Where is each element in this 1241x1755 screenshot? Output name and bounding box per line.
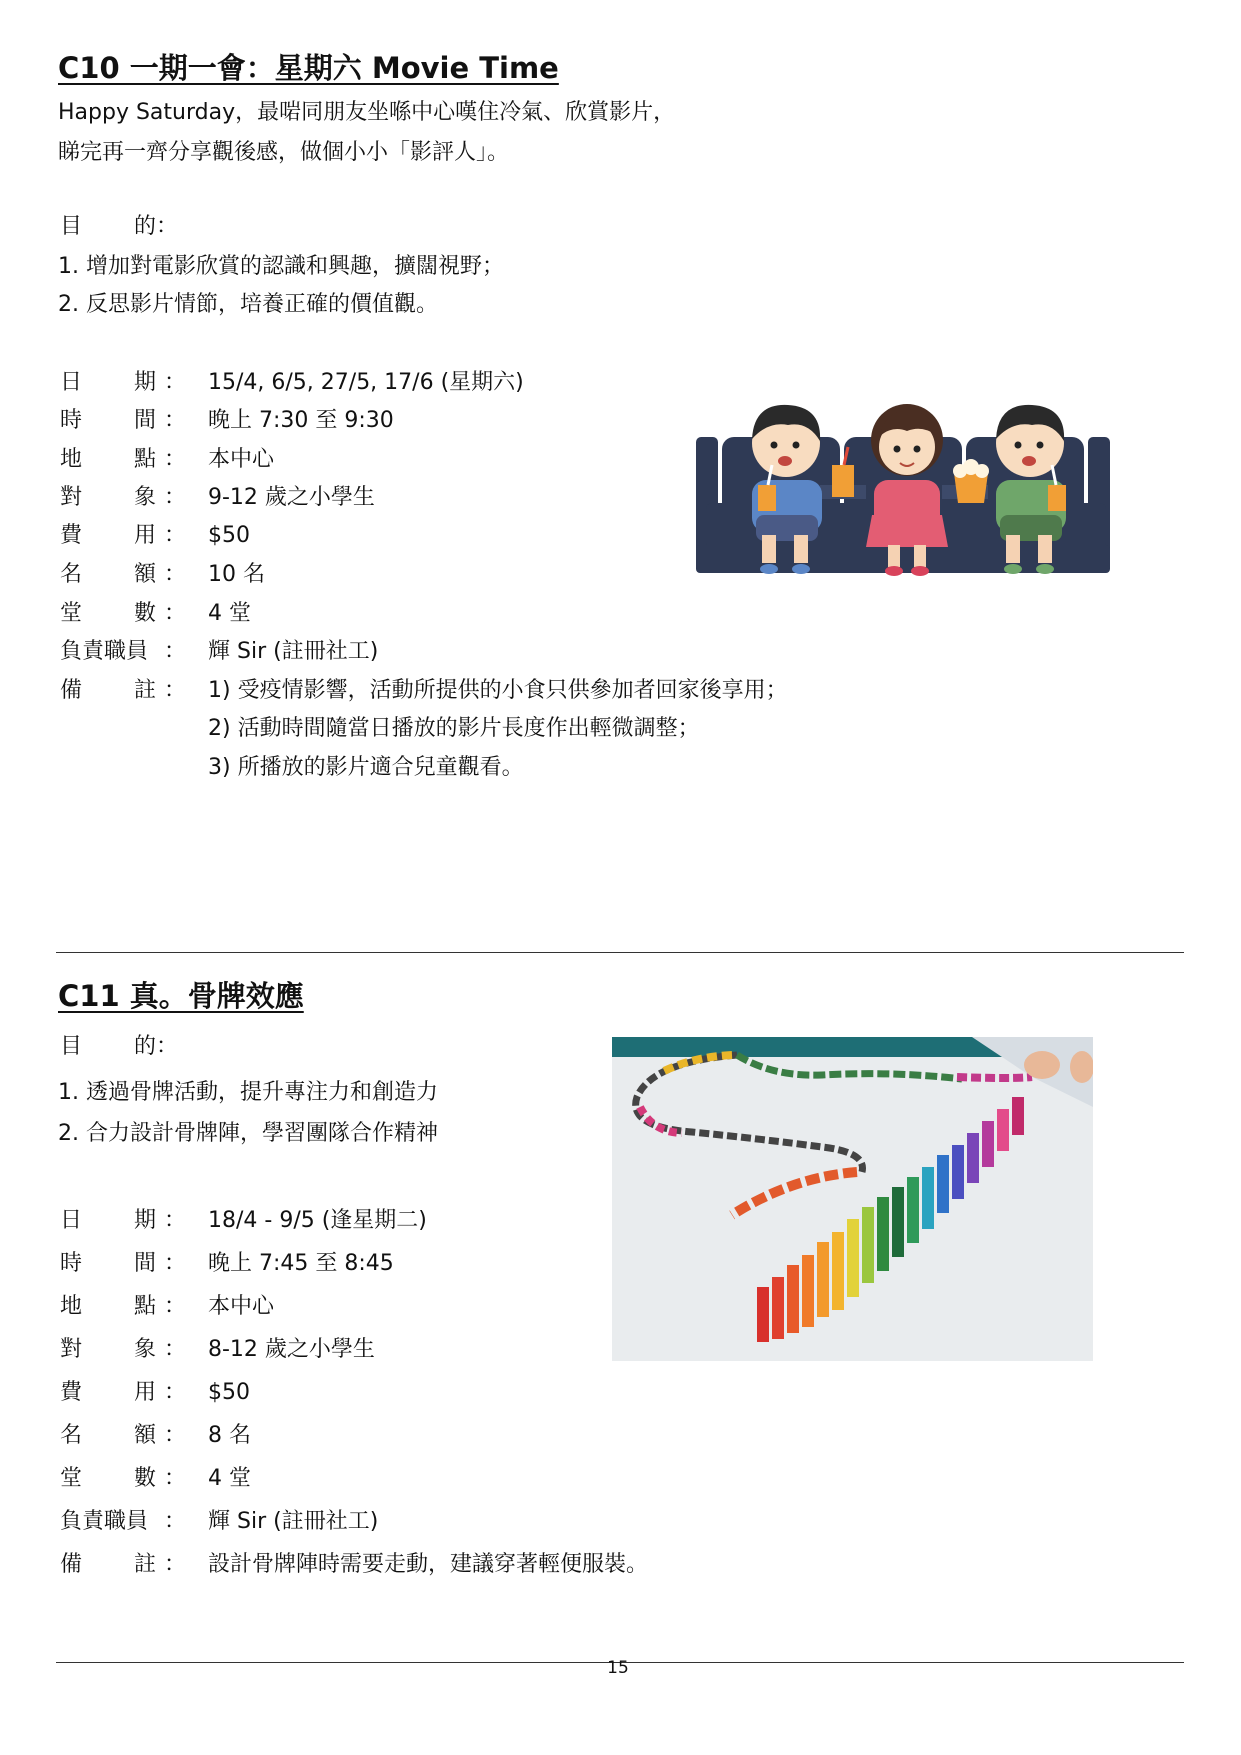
c11-quota-value: 8 名: [208, 1423, 251, 1448]
detail-label: [60, 1552, 187, 1578]
label-char: 費: [60, 523, 83, 548]
label-char: 名: [60, 1423, 83, 1448]
label-colon: ：: [164, 562, 187, 587]
c10-intro-line-2: 睇完再一齊分享觀後感，做個小小「影評人」。: [58, 140, 510, 165]
c10-quota-value: 10 名: [208, 562, 265, 587]
c10-time-value: 晚上 7:30 至 9:30: [208, 408, 394, 433]
label-colon: ：: [164, 1423, 187, 1448]
purpose-label-char: 的：: [134, 214, 179, 239]
label-char: 點: [134, 1294, 157, 1319]
c11-remark: 設計骨牌陣時需要走動，建議穿著輕便服裝。: [208, 1552, 649, 1577]
label-char: 象: [134, 485, 157, 510]
label-char: 地: [60, 1294, 83, 1319]
label-char: 地: [60, 447, 83, 472]
c10-purpose-1: 1. 增加對電影欣賞的認識和興趣，擴闊視野；: [58, 254, 504, 279]
c10-sessions-value: 4 堂: [208, 601, 251, 626]
label-colon: ：: [164, 1466, 187, 1491]
c10-remark-3: 3) 所播放的影片適合兒童觀看。: [208, 755, 524, 780]
c11-venue-value: 本中心: [208, 1294, 275, 1319]
label-colon: ：: [164, 601, 187, 626]
c11-title: C11 真。骨牌效應: [58, 979, 304, 1013]
purpose-label-char: 目: [60, 1034, 83, 1059]
label-colon: ：: [164, 1251, 187, 1276]
c10-purpose-2: 2. 反思影片情節，培養正確的價值觀。: [58, 292, 438, 317]
label-colon: ：: [164, 1294, 187, 1319]
label-colon: ：: [164, 678, 187, 703]
label-char: 日: [60, 370, 83, 395]
c10-venue-value: 本中心: [208, 447, 275, 472]
label-char: 額: [134, 562, 157, 587]
detail-label: [60, 678, 187, 704]
c10-title: C10 一期一會：星期六 Movie Time: [58, 51, 559, 85]
page-number: 15: [607, 1658, 629, 1678]
label-char: 期: [134, 370, 157, 395]
label-colon: ：: [164, 639, 187, 664]
c10-remark-1: 1) 受疫情影響，活動所提供的小食只供參加者回家後享用；: [208, 678, 788, 703]
detail-label: [60, 601, 187, 627]
detail-label: [60, 1380, 187, 1406]
label-colon: ：: [164, 1552, 187, 1577]
detail-label: [60, 1208, 187, 1234]
purpose-label-char: 的：: [134, 1034, 179, 1059]
label-char: 對: [60, 485, 83, 510]
label-colon: ：: [164, 447, 187, 472]
detail-label: [60, 1423, 187, 1449]
label-char: 備: [60, 1552, 83, 1577]
label-colon: ：: [164, 1337, 187, 1362]
detail-label: [60, 1466, 187, 1492]
label-char: 象: [134, 1337, 157, 1362]
label-char: 名: [60, 562, 83, 587]
c11-purpose-1: 1. 透過骨牌活動，提升專注力和創造力: [58, 1080, 438, 1105]
domino-photo: [612, 1037, 1093, 1361]
detail-label: [60, 523, 187, 549]
detail-label: [60, 1509, 187, 1535]
label-char: 對: [60, 1337, 83, 1362]
label-colon: ：: [164, 408, 187, 433]
detail-label: [60, 639, 187, 665]
label-char: 間: [134, 408, 157, 433]
c11-target-value: 8-12 歲之小學生: [208, 1337, 375, 1362]
detail-label: [60, 1294, 187, 1320]
label-colon: ：: [164, 485, 187, 510]
c11-time-value: 晚上 7:45 至 8:45: [208, 1251, 394, 1276]
detail-label: [60, 408, 187, 434]
child-hand: [1024, 1051, 1060, 1079]
c11-sessions-value: 4 堂: [208, 1466, 251, 1491]
label-char: 額: [134, 1423, 157, 1448]
label-colon: ：: [164, 523, 187, 548]
label-char: 用: [134, 523, 157, 548]
label-char: 日: [60, 1208, 83, 1233]
label-char: 堂: [60, 1466, 83, 1491]
label-colon: ：: [164, 1380, 187, 1405]
c11-fee-value: $50: [208, 1380, 250, 1405]
label-char: 時: [60, 408, 83, 433]
c10-purpose-label: [60, 214, 180, 240]
detail-label: [60, 447, 187, 473]
popcorn-box: [953, 459, 989, 503]
label-char: 數: [134, 601, 157, 626]
c10-fee-value: $50: [208, 523, 250, 548]
label-text: 負責職員: [60, 639, 149, 664]
c11-date-value: 18/4 - 9/5 (逢星期二): [208, 1208, 427, 1233]
c10-intro-line-1: Happy Saturday，最啱同朋友坐喺中心嘆住冷氣、欣賞影片，: [58, 100, 676, 125]
label-char: 間: [134, 1251, 157, 1276]
label-char: 費: [60, 1380, 83, 1405]
label-char: 註: [134, 678, 157, 703]
cinema-kids-illustration: [696, 385, 1126, 590]
detail-label: [60, 1251, 187, 1277]
detail-label: [60, 1337, 187, 1363]
label-char: 堂: [60, 601, 83, 626]
label-char: 點: [134, 447, 157, 472]
c11-purpose-2: 2. 合力設計骨牌陣，學習團隊合作精神: [58, 1121, 438, 1146]
label-char: 時: [60, 1251, 83, 1276]
purpose-label-char: 目: [60, 214, 83, 239]
label-text: 負責職員: [60, 1509, 149, 1534]
label-char: 用: [134, 1380, 157, 1405]
c10-remark-2: 2) 活動時間隨當日播放的影片長度作出輕微調整；: [208, 716, 700, 741]
c11-purpose-label: [60, 1034, 180, 1060]
label-colon: ：: [164, 1208, 187, 1233]
detail-label: [60, 370, 187, 396]
c10-target-value: 9-12 歲之小學生: [208, 485, 375, 510]
label-char: 註: [134, 1552, 157, 1577]
child-hand: [1070, 1051, 1093, 1083]
label-char: 數: [134, 1466, 157, 1491]
label-char: 期: [134, 1208, 157, 1233]
c10-staff-value: 輝 Sir (註冊社工): [208, 639, 379, 664]
detail-label: [60, 485, 187, 511]
label-colon: ：: [164, 370, 187, 395]
label-colon: ：: [164, 1509, 187, 1534]
c11-staff-value: 輝 Sir (註冊社工): [208, 1509, 379, 1534]
table-surface: [612, 1037, 1093, 1361]
detail-label: [60, 562, 187, 588]
label-char: 備: [60, 678, 83, 703]
c10-date-value: 15/4, 6/5, 27/5, 17/6 (星期六): [208, 370, 524, 395]
section-divider: [56, 952, 1184, 953]
